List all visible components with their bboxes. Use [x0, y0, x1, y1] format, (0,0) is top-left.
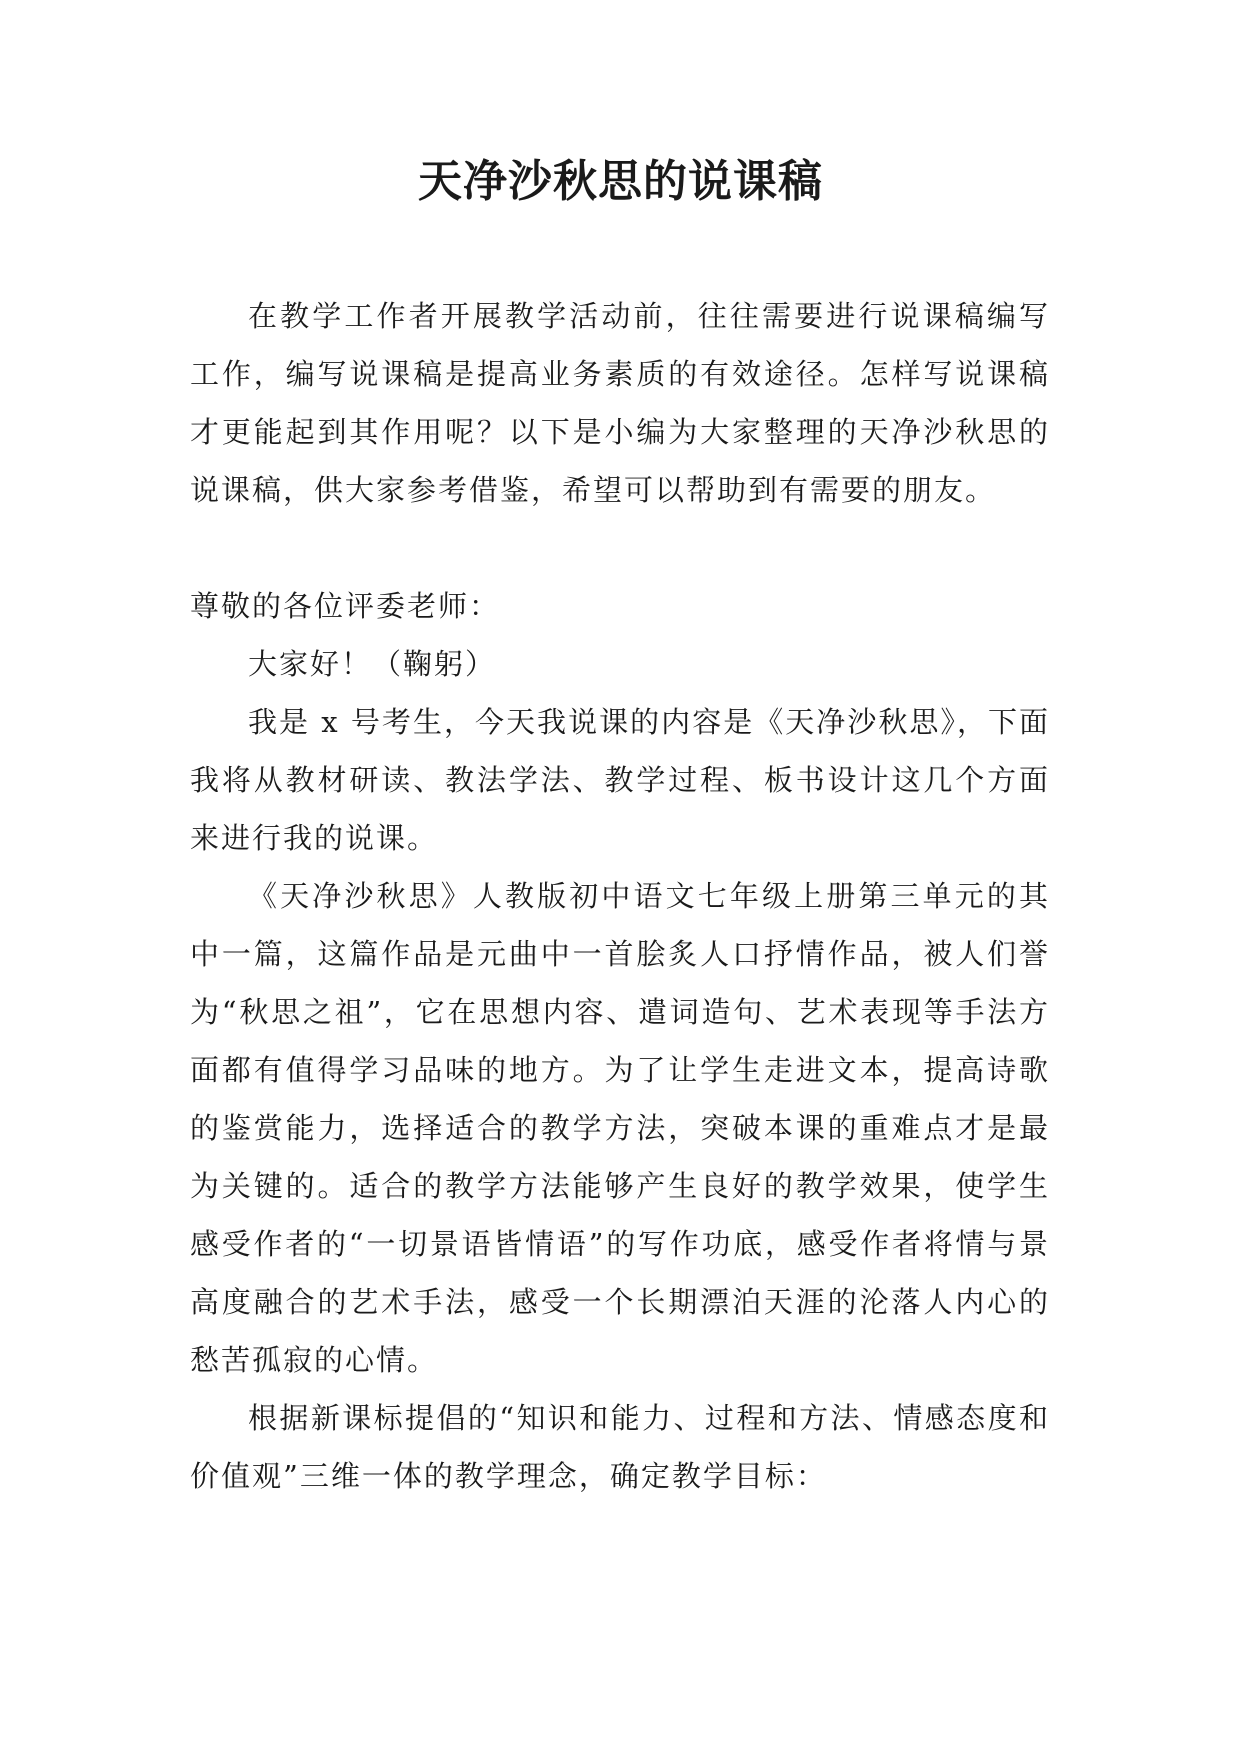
intro-paragraph: 在教学工作者开展教学活动前，往往需要进行说课稿编写工作，编写说课稿是提高业务素质的有效途径。怎样写说课稿才更能起到其作用呢？以下是小编为大家整理的天净沙秋思的说课稿，供大家参考借鉴，希望可以帮助到有需要的朋友。	[190, 299, 1050, 507]
document-title: 天净沙秋思的说课稿	[418, 156, 823, 207]
salutation: 尊敬的各位评委老师：	[190, 589, 501, 623]
document-body	[190, 287, 1050, 1505]
body-paragraph-1: 我是 x 号考生，今天我说课的内容是《天净沙秋思》，下面我将从教材研读、教法学法、教学过程、板书设计这几个方面来进行我的说课。	[190, 705, 1050, 855]
body-paragraph-3: 根据新课标提倡的“知识和能力、过程和方法、情感态度和价值观”三维一体的教学理念，确定教学目标：	[190, 1401, 1050, 1493]
greeting: 大家好！（鞠躬）	[248, 647, 497, 681]
body-paragraph-2: 《天净沙秋思》人教版初中语文七年级上册第三单元的其中一篇，这篇作品是元曲中一首脍炙人口抒情作品，被人们誉为“秋思之祖”，它在思想内容、遣词造句、艺术表现等手法方面都有值得学习品味的地方。为了让学生走进文本，提高诗歌的鉴赏能力，选择适合的教学方法，突破本课的重难点才是最为关键的。适合的教学方法能够产生良好的教学效果，使学生感受作者的“一切景语皆情语”的写作功底，感受作者将情与景高度融合的艺术手法，感受一个长期漂泊天涯的沦落人内心的愁苦孤寂的心情。	[190, 879, 1050, 1377]
